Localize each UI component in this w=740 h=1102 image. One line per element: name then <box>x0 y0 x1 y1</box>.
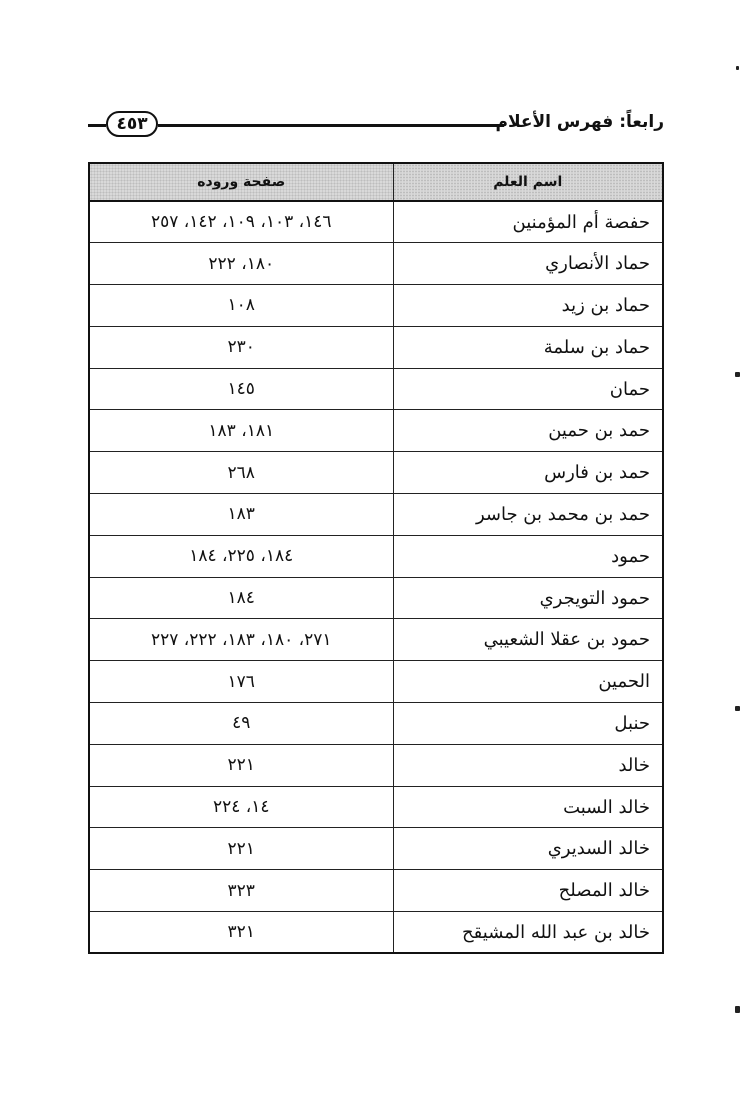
person-name-cell: خالد السبت <box>393 786 663 828</box>
table-row <box>89 326 663 368</box>
page-references-cell: ١٨١، ١٨٣ <box>89 410 393 452</box>
page-references-cell: ١٤٥ <box>89 368 393 410</box>
page-references-cell: ١٨٠، ٢٢٢ <box>89 243 393 285</box>
running-header <box>88 108 664 144</box>
page-references-cell: ٢٢١ <box>89 828 393 870</box>
page-references-cell: ١٠٨ <box>89 285 393 327</box>
column-header-pages: صفحة وروده <box>89 163 393 201</box>
table-row <box>89 368 663 410</box>
person-name-cell: خالد بن عبد الله المشيقح <box>393 912 663 954</box>
header-rule <box>158 124 504 127</box>
table-row <box>89 535 663 577</box>
person-name-cell: حمد بن حمين <box>393 410 663 452</box>
page-references-cell: ٤٩ <box>89 703 393 745</box>
table-row <box>89 870 663 912</box>
person-name-cell: حمود <box>393 535 663 577</box>
table-row <box>89 285 663 327</box>
page-references-cell: ٢٦٨ <box>89 452 393 494</box>
names-index-table <box>88 162 664 954</box>
page-references-cell: ١٨٣ <box>89 494 393 536</box>
person-name-cell: حمان <box>393 368 663 410</box>
table-header-row <box>89 163 663 201</box>
column-header-name: اسم العلم <box>393 163 663 201</box>
person-name-cell: خالد المصلح <box>393 870 663 912</box>
page-references-cell: ٢٧١، ١٨٠، ١٨٣، ٢٢٢، ٢٢٧ <box>89 619 393 661</box>
person-name-cell: حنبل <box>393 703 663 745</box>
page-references-cell: ٢٢١ <box>89 744 393 786</box>
page-references-cell: ١٤٦، ١٠٣، ١٠٩، ١٤٢، ٢٥٧ <box>89 201 393 243</box>
person-name-cell: حماد بن سلمة <box>393 326 663 368</box>
person-name-cell: حفصة أم المؤمنين <box>393 201 663 243</box>
page-references-cell: ١٤، ٢٢٤ <box>89 786 393 828</box>
page-references-cell: ٣٢٣ <box>89 870 393 912</box>
person-name-cell: حمود التويجري <box>393 577 663 619</box>
table-row <box>89 786 663 828</box>
table-row <box>89 828 663 870</box>
table-body <box>89 201 663 953</box>
person-name-cell: حماد بن زيد <box>393 285 663 327</box>
person-name-cell: الحمين <box>393 661 663 703</box>
page-references-cell: ٢٣٠ <box>89 326 393 368</box>
header-rule-left <box>88 124 106 127</box>
person-name-cell: حمد بن فارس <box>393 452 663 494</box>
table-row <box>89 201 663 243</box>
scan-mark <box>735 1006 740 1013</box>
page-references-cell: ١٨٤ <box>89 577 393 619</box>
table-row <box>89 619 663 661</box>
person-name-cell: خالد السديري <box>393 828 663 870</box>
table-row <box>89 577 663 619</box>
table-row <box>89 243 663 285</box>
table-row <box>89 452 663 494</box>
table-row <box>89 703 663 745</box>
table-row <box>89 661 663 703</box>
person-name-cell: حماد الأنصاري <box>393 243 663 285</box>
page-number: ٤٥٣ <box>106 111 158 137</box>
scan-mark <box>736 66 739 70</box>
person-name-cell: حمد بن محمد بن جاسر <box>393 494 663 536</box>
page-references-cell: ٣٢١ <box>89 912 393 954</box>
person-name-cell: حمود بن عقلا الشعيبي <box>393 619 663 661</box>
scan-mark <box>735 372 740 377</box>
table-row <box>89 912 663 954</box>
scan-mark <box>735 706 740 711</box>
section-title: رابعاً: فهرس الأعلام <box>495 112 664 132</box>
table-row <box>89 494 663 536</box>
table-row <box>89 744 663 786</box>
page-references-cell: ١٧٦ <box>89 661 393 703</box>
table-row <box>89 410 663 452</box>
page-references-cell: ١٨٤، ٢٢٥، ١٨٤ <box>89 535 393 577</box>
person-name-cell: خالد <box>393 744 663 786</box>
